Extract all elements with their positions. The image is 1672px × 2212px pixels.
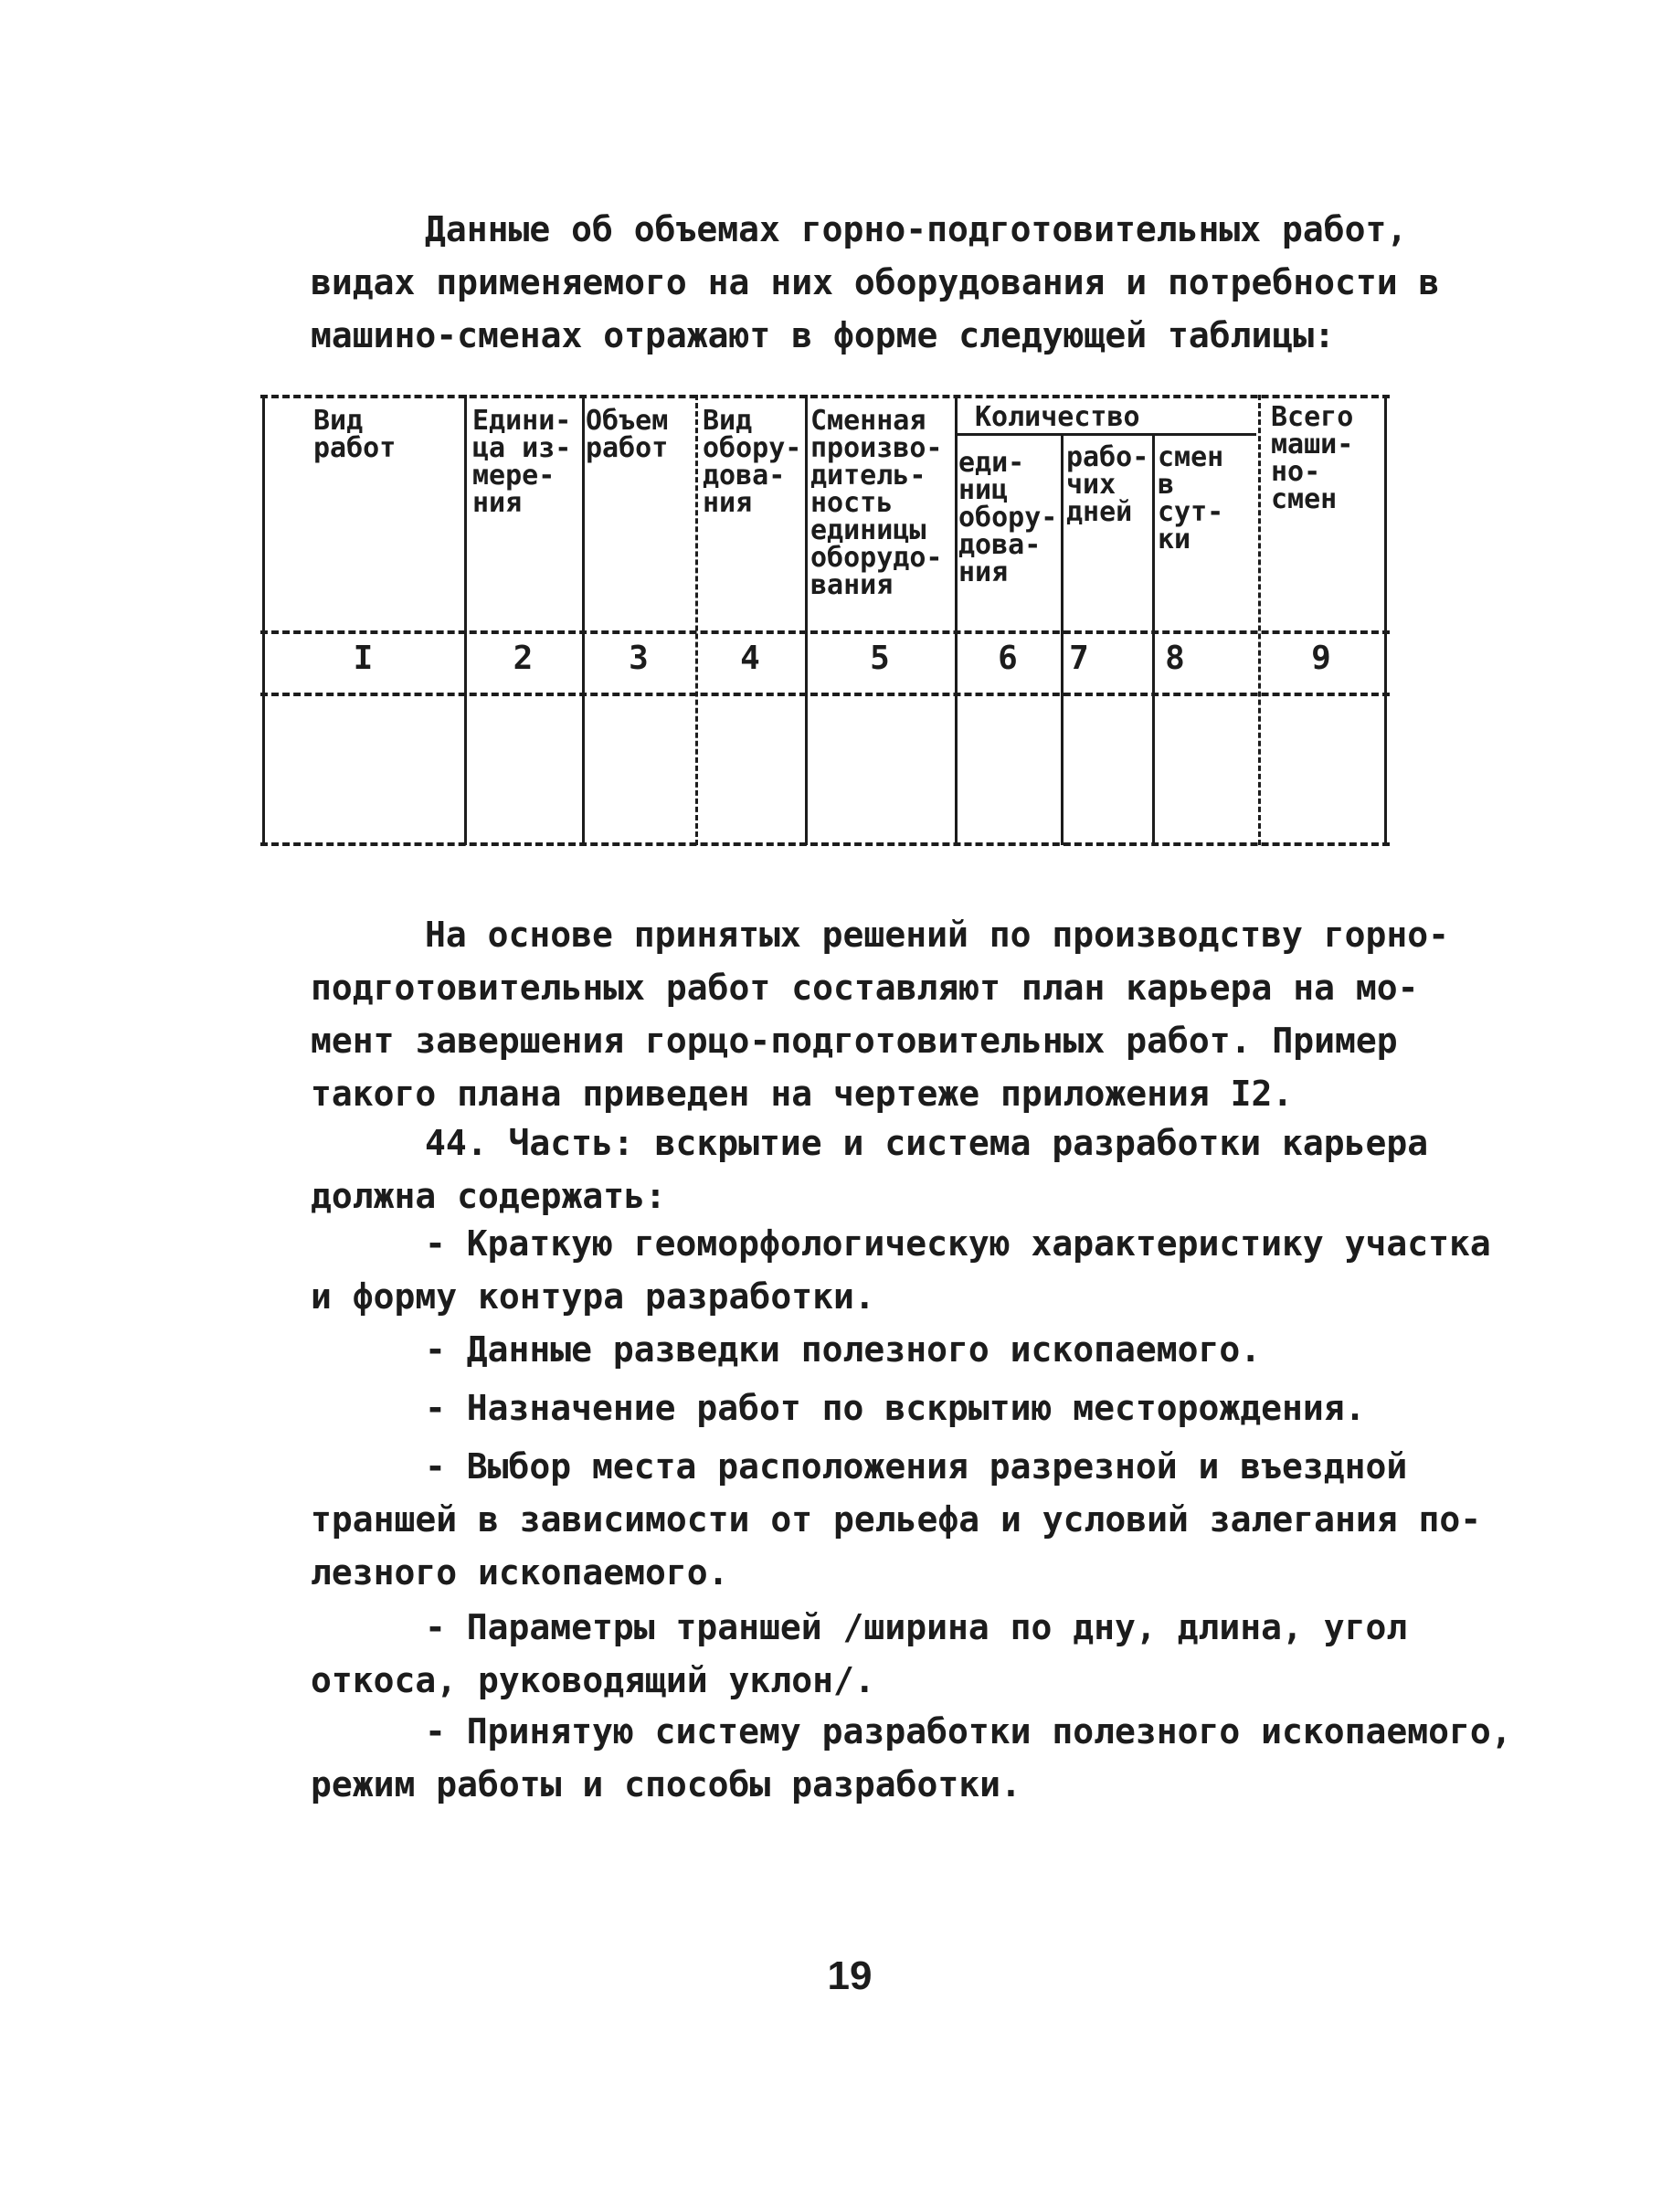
list-item (311, 1601, 1407, 1707)
list-item (311, 1705, 1512, 1811)
table-number-row-border (260, 693, 1390, 696)
column-number: 5 (870, 640, 890, 677)
column-divider (464, 395, 467, 845)
header-unit: Едини- ца из- мере- ния (472, 405, 572, 519)
header-total-machine-shifts: Всего маши- но- смен (1271, 401, 1354, 515)
paragraph-line: откоса, руководящий уклон/. (311, 1660, 875, 1700)
intro-line: видах применяемого на них оборудования и потребности в (311, 262, 1440, 302)
column-divider (1258, 395, 1261, 845)
paragraph-line: мент завершения горцо-подготовительных работ. Пример (311, 1021, 1398, 1061)
column-divider (582, 395, 585, 845)
list-item (311, 1323, 1407, 1376)
paragraph-line: должна содержать: (311, 1176, 666, 1216)
page-number: 19 (827, 1953, 873, 1998)
intro-paragraph (311, 203, 1440, 362)
column-number: I (353, 640, 374, 677)
paragraph-line: подготовительных работ составляют план карьера на мо- (311, 968, 1419, 1008)
list-item (311, 1217, 1491, 1323)
table-right-border (1384, 395, 1387, 845)
paragraph-line: такого плана приведен на чертеже приложения I2. (311, 1074, 1294, 1114)
header-equipment-units: еди- ниц обору- дова- ния (958, 447, 1058, 588)
column-divider (955, 395, 958, 845)
paragraph-line: 44. Часть: вскрытие и система разработки карьера (425, 1123, 1429, 1163)
header-quantity: Количество (975, 401, 1140, 433)
table-bottom-border (260, 842, 1390, 846)
paragraph-section-44 (311, 1117, 1429, 1222)
list-item (311, 1381, 1407, 1434)
table-header-bottom-border (260, 630, 1390, 634)
header-shifts-per-day: смен в сут- ки (1158, 441, 1224, 556)
header-volume: Объем работ (586, 405, 669, 464)
column-number: 7 (1069, 640, 1089, 677)
table-top-border (260, 395, 1390, 398)
paragraph-line: - Данные разведки полезного ископаемого. (425, 1329, 1262, 1370)
intro-line: Данные об объемах горно-подготовительных работ, (425, 209, 1408, 249)
paragraph-line: - Параметры траншей /ширина по дну, длина, угол (425, 1607, 1408, 1647)
table-left-border (262, 395, 265, 845)
column-number: 9 (1311, 640, 1331, 677)
paragraph-line: и форму контура разработки. (311, 1276, 875, 1317)
list-item (311, 1440, 1482, 1599)
paragraph-line: На основе принятых решений по производству горно- (425, 915, 1450, 955)
column-number: 6 (998, 640, 1018, 677)
equipment-table (260, 395, 1390, 856)
paragraph-plan (311, 908, 1450, 1120)
quantity-subheader-line (955, 433, 1256, 436)
column-number: 3 (629, 640, 649, 677)
paragraph-line: режим работы и способы разработки. (311, 1764, 1021, 1805)
intro-line: машино-сменах отражают в форме следующей таблицы: (311, 315, 1336, 355)
column-divider (695, 395, 698, 845)
paragraph-line: лезного ископаемого. (311, 1552, 729, 1593)
column-divider (805, 395, 808, 845)
paragraph-line: - Назначение работ по вскрытию месторождения. (425, 1388, 1366, 1428)
column-number: 8 (1165, 640, 1185, 677)
column-number: 4 (740, 640, 760, 677)
paragraph-line: - Краткую геоморфологическую характеристику участка (425, 1223, 1491, 1264)
column-number: 2 (513, 640, 534, 677)
paragraph-line: траншей в зависимости от рельефа и условий залегания по- (311, 1499, 1482, 1540)
paragraph-line: - Выбор места расположения разрезной и въездной (425, 1446, 1408, 1487)
header-work-type: Вид работ (313, 405, 397, 464)
header-equipment-type: Вид обору- дова- ния (703, 405, 802, 519)
header-shift-productivity: Сменная произво- дитель- ность единицы оборудо- вания (810, 405, 943, 601)
paragraph-line: - Принятую систему разработки полезного ископаемого, (425, 1711, 1512, 1752)
header-work-days: рабо- чих дней (1066, 441, 1149, 528)
